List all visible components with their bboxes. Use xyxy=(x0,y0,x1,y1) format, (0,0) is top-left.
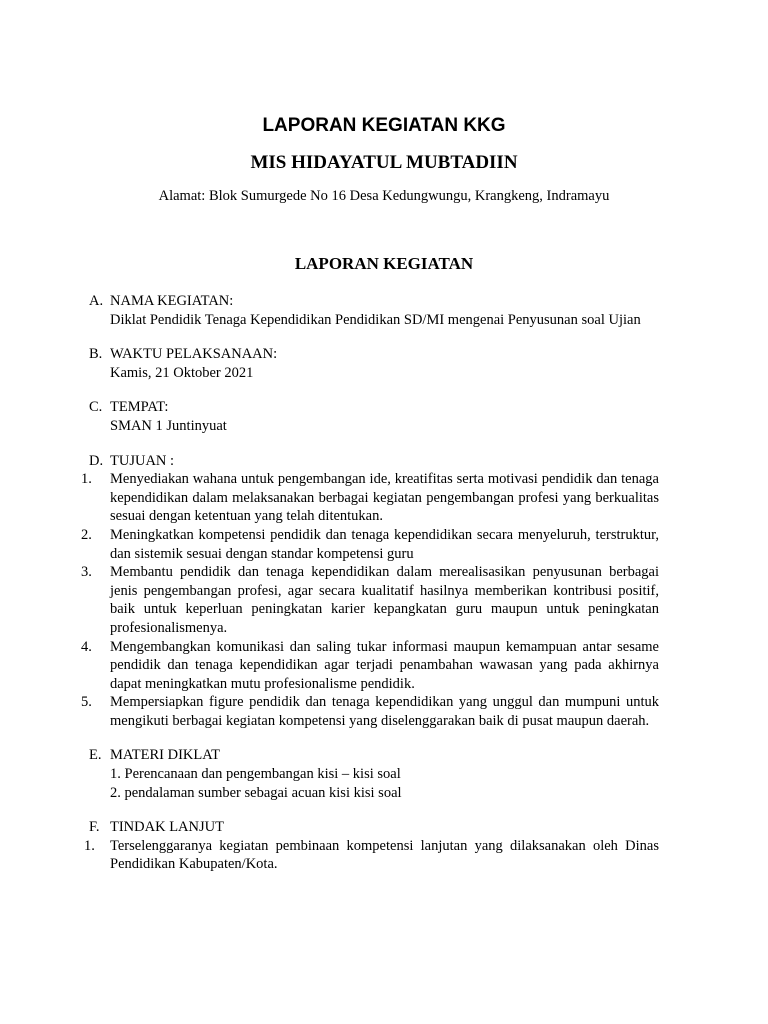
section-body: Diklat Pendidik Tenaga Kependidikan Pendidikan SD/MI mengenai Penyusunan soal Ujian xyxy=(110,311,641,328)
report-title: LAPORAN KEGIATAN KKG xyxy=(262,115,506,136)
list-item xyxy=(84,837,659,874)
section-materi-diklat xyxy=(89,746,659,802)
section-letter: F. xyxy=(89,819,100,836)
list-text: Meningkatkan kompetensi pendidik dan tenaga kependidikan secara menyeluruh, terstruktur, dan sistemik sesuai dengan standar kompetensi guru xyxy=(110,526,659,562)
section-tujuan xyxy=(81,452,659,731)
list-item xyxy=(81,693,659,730)
school-name: MIS HIDAYATUL MUBTADIIN xyxy=(250,152,518,173)
section-heading: MATERI DIKLAT xyxy=(110,747,220,764)
section-heading: TINDAK LANJUT xyxy=(110,819,224,836)
list-number: 1. xyxy=(84,837,95,854)
section-tempat xyxy=(89,398,659,435)
list-item xyxy=(81,526,659,563)
list-item xyxy=(81,638,659,694)
materi-item: 2. pendalaman sumber sebagai acuan kisi kisi soal xyxy=(110,784,402,801)
tujuan-list xyxy=(81,470,659,730)
section-heading: TUJUAN : xyxy=(110,452,175,469)
list-text: Terselenggaranya kegiatan pembinaan kompetensi lanjutan yang dilaksanakan oleh Dinas Pendidikan Kabupaten/Kota. xyxy=(110,837,659,873)
list-number: 4. xyxy=(81,638,92,655)
list-number: 1. xyxy=(81,471,92,488)
list-text: Mempersiapkan figure pendidik dan tenaga kependidikan yang unggul dan mumpuni untuk mengikuti berbagai kegiatan kompetensi yang diselenggarakan baik di pusat maupun daerah. xyxy=(110,694,659,729)
list-number: 5. xyxy=(81,694,92,711)
report-content xyxy=(81,292,659,890)
section-letter: B. xyxy=(89,346,103,363)
section-heading: TEMPAT: xyxy=(110,399,169,416)
list-number: 2. xyxy=(81,526,92,543)
section-heading: NAMA KEGIATAN: xyxy=(110,293,234,309)
section-letter: C. xyxy=(89,399,103,416)
section-letter: E. xyxy=(89,747,102,764)
list-text: Menyediakan wahana untuk pengembangan ide, kreatifitas serta motivasi pendidik dan tenaga kependidikan dalam melaksanakan berbagai kegiatan pengembangan profesi yang berkualitas sesuai dengan ketentuan yang telah ditentukan. xyxy=(110,471,659,525)
list-text: Membantu pendidik dan tenaga kependidikan dalam merealisasikan penyusunan berbagai jenis pengembangan profesi, agar secara kualitatif hasilnya memberikan kontribusi positif, baik untuk keperluan peningkatan karier kepangkatan guru maupun untuk peningkatan profesionalismenya. xyxy=(110,564,659,636)
section-heading: WAKTU PELAKSANAAN: xyxy=(110,346,278,363)
materi-item: 1. Perencanaan dan pengembangan kisi – kisi soal xyxy=(110,766,401,783)
school-address: Alamat: Blok Sumurgede No 16 Desa Kedungwungu, Krangkeng, Indramayu xyxy=(158,188,610,204)
list-item xyxy=(81,470,659,526)
section-body: Kamis, 21 Oktober 2021 xyxy=(110,364,254,381)
list-text: Mengembangkan komunikasi dan saling tukar informasi maupun kemampuan antar sesame pendidik dan tenaga kependidikan agar terjadi penambahan wawasan yang pada akhirnya dapat meningkatkan mutu profesionalisme pendidik. xyxy=(110,638,659,692)
section-nama-kegiatan xyxy=(89,292,659,329)
section-waktu-pelaksanaan xyxy=(89,345,659,382)
section-letter: A. xyxy=(89,293,104,309)
section-tindak-lanjut xyxy=(84,818,659,874)
report-subtitle: LAPORAN KEGIATAN xyxy=(294,254,474,273)
section-body: SMAN 1 Juntinyuat xyxy=(110,417,227,434)
list-item xyxy=(81,563,659,637)
section-letter: D. xyxy=(89,452,104,469)
list-number: 3. xyxy=(81,564,92,581)
